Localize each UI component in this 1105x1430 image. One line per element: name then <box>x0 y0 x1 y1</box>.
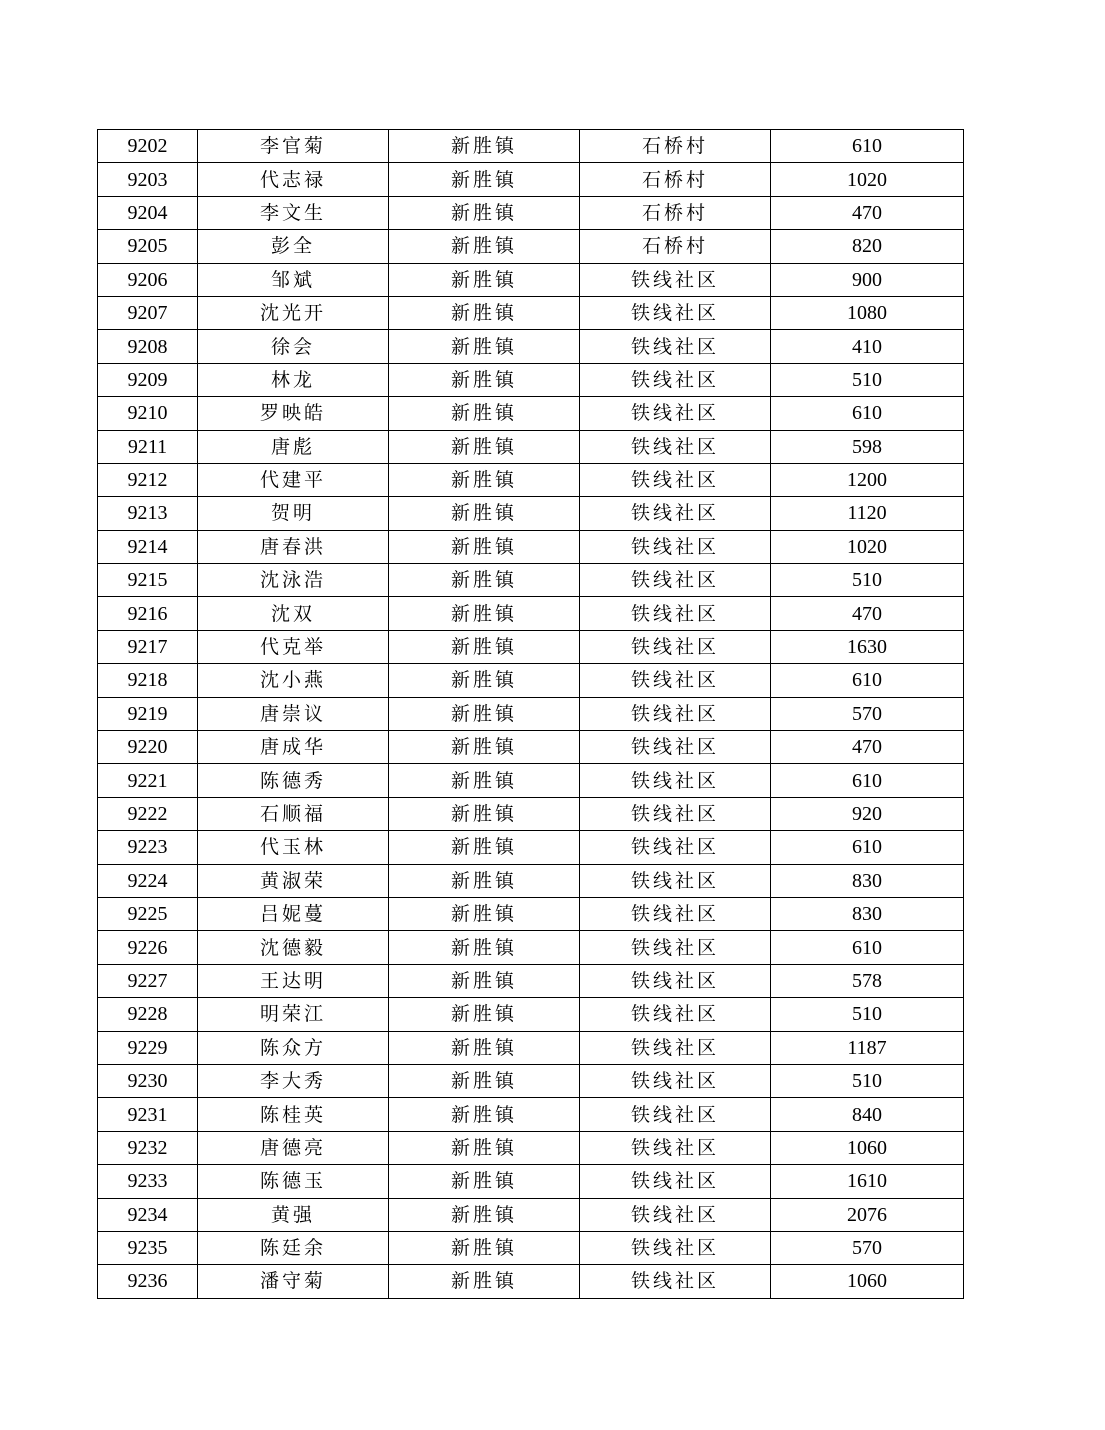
cell-name: 黄淑荣 <box>198 864 389 897</box>
cell-town: 新胜镇 <box>389 831 580 864</box>
cell-village: 铁线社区 <box>580 864 771 897</box>
cell-town: 新胜镇 <box>389 163 580 196</box>
cell-amount: 1080 <box>771 296 964 329</box>
table-row <box>98 597 964 630</box>
cell-village: 铁线社区 <box>580 1165 771 1198</box>
cell-village: 铁线社区 <box>580 1131 771 1164</box>
table-row <box>98 1031 964 1064</box>
cell-village: 石桥村 <box>580 130 771 163</box>
cell-amount: 1020 <box>771 530 964 563</box>
cell-name: 陈众方 <box>198 1031 389 1064</box>
cell-town: 新胜镇 <box>389 1064 580 1097</box>
cell-id: 9213 <box>98 497 198 530</box>
cell-village: 铁线社区 <box>580 430 771 463</box>
cell-amount: 840 <box>771 1098 964 1131</box>
cell-name: 代玉林 <box>198 831 389 864</box>
cell-id: 9222 <box>98 797 198 830</box>
cell-amount: 598 <box>771 430 964 463</box>
cell-village: 铁线社区 <box>580 1031 771 1064</box>
cell-id: 9216 <box>98 597 198 630</box>
cell-amount: 610 <box>771 831 964 864</box>
cell-id: 9223 <box>98 831 198 864</box>
cell-name: 吕妮蔓 <box>198 897 389 930</box>
cell-name: 陈德秀 <box>198 764 389 797</box>
cell-name: 贺明 <box>198 497 389 530</box>
cell-village: 铁线社区 <box>580 1198 771 1231</box>
cell-village: 铁线社区 <box>580 897 771 930</box>
cell-village: 铁线社区 <box>580 530 771 563</box>
cell-name: 林龙 <box>198 363 389 396</box>
cell-amount: 610 <box>771 764 964 797</box>
cell-town: 新胜镇 <box>389 697 580 730</box>
cell-village: 铁线社区 <box>580 964 771 997</box>
cell-name: 罗映皓 <box>198 397 389 430</box>
cell-amount: 830 <box>771 897 964 930</box>
cell-id: 9207 <box>98 296 198 329</box>
cell-amount: 610 <box>771 130 964 163</box>
cell-village: 铁线社区 <box>580 1231 771 1264</box>
table-row <box>98 430 964 463</box>
cell-town: 新胜镇 <box>389 330 580 363</box>
cell-town: 新胜镇 <box>389 430 580 463</box>
cell-name: 潘守菊 <box>198 1265 389 1298</box>
cell-town: 新胜镇 <box>389 664 580 697</box>
table-row <box>98 230 964 263</box>
cell-village: 铁线社区 <box>580 296 771 329</box>
cell-town: 新胜镇 <box>389 130 580 163</box>
cell-amount: 510 <box>771 363 964 396</box>
table-row <box>98 1098 964 1131</box>
cell-id: 9212 <box>98 463 198 496</box>
cell-id: 9236 <box>98 1265 198 1298</box>
cell-id: 9204 <box>98 196 198 229</box>
cell-amount: 610 <box>771 664 964 697</box>
cell-name: 唐成华 <box>198 731 389 764</box>
cell-name: 沈小燕 <box>198 664 389 697</box>
cell-name: 代克举 <box>198 630 389 663</box>
table-row <box>98 1131 964 1164</box>
cell-town: 新胜镇 <box>389 1031 580 1064</box>
cell-id: 9205 <box>98 230 198 263</box>
cell-amount: 1120 <box>771 497 964 530</box>
cell-name: 陈德玉 <box>198 1165 389 1198</box>
cell-name: 王达明 <box>198 964 389 997</box>
cell-town: 新胜镇 <box>389 397 580 430</box>
cell-name: 唐崇议 <box>198 697 389 730</box>
cell-id: 9217 <box>98 630 198 663</box>
table-row <box>98 163 964 196</box>
cell-town: 新胜镇 <box>389 1165 580 1198</box>
table-row <box>98 697 964 730</box>
cell-village: 铁线社区 <box>580 330 771 363</box>
cell-id: 9211 <box>98 430 198 463</box>
table-row <box>98 130 964 163</box>
cell-name: 沈德毅 <box>198 931 389 964</box>
cell-amount: 610 <box>771 397 964 430</box>
cell-id: 9234 <box>98 1198 198 1231</box>
cell-town: 新胜镇 <box>389 296 580 329</box>
table-row <box>98 664 964 697</box>
table-row <box>98 1064 964 1097</box>
cell-amount: 610 <box>771 931 964 964</box>
cell-id: 9219 <box>98 697 198 730</box>
cell-village: 铁线社区 <box>580 998 771 1031</box>
cell-name: 石顺福 <box>198 797 389 830</box>
cell-village: 铁线社区 <box>580 931 771 964</box>
cell-amount: 470 <box>771 196 964 229</box>
table-row <box>98 263 964 296</box>
cell-id: 9231 <box>98 1098 198 1131</box>
cell-name: 李文生 <box>198 196 389 229</box>
cell-id: 9208 <box>98 330 198 363</box>
table-row <box>98 463 964 496</box>
cell-name: 陈廷余 <box>198 1231 389 1264</box>
cell-town: 新胜镇 <box>389 964 580 997</box>
cell-amount: 1187 <box>771 1031 964 1064</box>
cell-town: 新胜镇 <box>389 1231 580 1264</box>
cell-amount: 570 <box>771 697 964 730</box>
cell-village: 铁线社区 <box>580 597 771 630</box>
cell-town: 新胜镇 <box>389 931 580 964</box>
cell-village: 铁线社区 <box>580 463 771 496</box>
cell-id: 9228 <box>98 998 198 1031</box>
cell-id: 9232 <box>98 1131 198 1164</box>
cell-town: 新胜镇 <box>389 864 580 897</box>
cell-name: 邹斌 <box>198 263 389 296</box>
table-row <box>98 831 964 864</box>
cell-name: 代建平 <box>198 463 389 496</box>
cell-id: 9203 <box>98 163 198 196</box>
cell-id: 9214 <box>98 530 198 563</box>
cell-amount: 1060 <box>771 1131 964 1164</box>
cell-name: 沈双 <box>198 597 389 630</box>
table-row <box>98 864 964 897</box>
table-row <box>98 1165 964 1198</box>
cell-village: 铁线社区 <box>580 764 771 797</box>
table-row <box>98 931 964 964</box>
cell-amount: 900 <box>771 263 964 296</box>
table-row <box>98 530 964 563</box>
table-row <box>98 363 964 396</box>
cell-amount: 1610 <box>771 1165 964 1198</box>
cell-village: 铁线社区 <box>580 697 771 730</box>
cell-amount: 470 <box>771 731 964 764</box>
roster-table <box>97 129 964 1299</box>
cell-name: 徐会 <box>198 330 389 363</box>
cell-amount: 2076 <box>771 1198 964 1231</box>
cell-town: 新胜镇 <box>389 263 580 296</box>
table-row <box>98 897 964 930</box>
cell-id: 9210 <box>98 397 198 430</box>
cell-name: 唐德亮 <box>198 1131 389 1164</box>
cell-village: 铁线社区 <box>580 664 771 697</box>
cell-name: 李大秀 <box>198 1064 389 1097</box>
cell-id: 9235 <box>98 1231 198 1264</box>
cell-amount: 920 <box>771 797 964 830</box>
table-row <box>98 296 964 329</box>
cell-village: 铁线社区 <box>580 731 771 764</box>
cell-town: 新胜镇 <box>389 530 580 563</box>
cell-village: 铁线社区 <box>580 1064 771 1097</box>
cell-amount: 470 <box>771 597 964 630</box>
cell-village: 铁线社区 <box>580 363 771 396</box>
cell-town: 新胜镇 <box>389 463 580 496</box>
cell-amount: 820 <box>771 230 964 263</box>
cell-town: 新胜镇 <box>389 1198 580 1231</box>
table-row <box>98 630 964 663</box>
cell-town: 新胜镇 <box>389 196 580 229</box>
cell-town: 新胜镇 <box>389 1265 580 1298</box>
cell-town: 新胜镇 <box>389 597 580 630</box>
cell-village: 铁线社区 <box>580 263 771 296</box>
cell-name: 陈桂英 <box>198 1098 389 1131</box>
cell-village: 铁线社区 <box>580 831 771 864</box>
cell-name: 明荣江 <box>198 998 389 1031</box>
cell-town: 新胜镇 <box>389 1131 580 1164</box>
cell-amount: 410 <box>771 330 964 363</box>
table-row <box>98 1231 964 1264</box>
cell-name: 李官菊 <box>198 130 389 163</box>
cell-town: 新胜镇 <box>389 797 580 830</box>
roster-table-body <box>98 130 964 1299</box>
cell-amount: 578 <box>771 964 964 997</box>
cell-name: 唐彪 <box>198 430 389 463</box>
table-row <box>98 731 964 764</box>
cell-name: 彭全 <box>198 230 389 263</box>
cell-town: 新胜镇 <box>389 363 580 396</box>
cell-id: 9221 <box>98 764 198 797</box>
cell-id: 9224 <box>98 864 198 897</box>
cell-amount: 1060 <box>771 1265 964 1298</box>
cell-amount: 1630 <box>771 630 964 663</box>
cell-town: 新胜镇 <box>389 497 580 530</box>
cell-village: 铁线社区 <box>580 1098 771 1131</box>
cell-town: 新胜镇 <box>389 731 580 764</box>
cell-id: 9225 <box>98 897 198 930</box>
table-row <box>98 497 964 530</box>
table-row <box>98 330 964 363</box>
cell-id: 9202 <box>98 130 198 163</box>
cell-id: 9218 <box>98 664 198 697</box>
cell-id: 9230 <box>98 1064 198 1097</box>
cell-name: 唐春洪 <box>198 530 389 563</box>
cell-id: 9233 <box>98 1165 198 1198</box>
cell-town: 新胜镇 <box>389 1098 580 1131</box>
cell-town: 新胜镇 <box>389 764 580 797</box>
cell-amount: 1200 <box>771 463 964 496</box>
cell-village: 铁线社区 <box>580 1265 771 1298</box>
cell-town: 新胜镇 <box>389 998 580 1031</box>
table-row <box>98 564 964 597</box>
cell-village: 石桥村 <box>580 163 771 196</box>
cell-village: 铁线社区 <box>580 564 771 597</box>
cell-id: 9226 <box>98 931 198 964</box>
cell-name: 代志禄 <box>198 163 389 196</box>
cell-amount: 510 <box>771 1064 964 1097</box>
cell-id: 9229 <box>98 1031 198 1064</box>
table-row <box>98 397 964 430</box>
cell-name: 黄强 <box>198 1198 389 1231</box>
table-row <box>98 1198 964 1231</box>
table-row <box>98 1265 964 1298</box>
cell-amount: 830 <box>771 864 964 897</box>
cell-name: 沈光开 <box>198 296 389 329</box>
cell-village: 铁线社区 <box>580 397 771 430</box>
cell-village: 石桥村 <box>580 196 771 229</box>
cell-town: 新胜镇 <box>389 897 580 930</box>
cell-town: 新胜镇 <box>389 630 580 663</box>
cell-town: 新胜镇 <box>389 564 580 597</box>
cell-id: 9227 <box>98 964 198 997</box>
cell-village: 铁线社区 <box>580 497 771 530</box>
cell-amount: 570 <box>771 1231 964 1264</box>
table-row <box>98 998 964 1031</box>
cell-id: 9220 <box>98 731 198 764</box>
cell-amount: 510 <box>771 998 964 1031</box>
cell-village: 石桥村 <box>580 230 771 263</box>
cell-id: 9209 <box>98 363 198 396</box>
cell-name: 沈泳浩 <box>198 564 389 597</box>
table-row <box>98 964 964 997</box>
table-row <box>98 196 964 229</box>
cell-id: 9206 <box>98 263 198 296</box>
cell-town: 新胜镇 <box>389 230 580 263</box>
table-row <box>98 797 964 830</box>
cell-id: 9215 <box>98 564 198 597</box>
cell-village: 铁线社区 <box>580 797 771 830</box>
table-row <box>98 764 964 797</box>
cell-amount: 1020 <box>771 163 964 196</box>
cell-village: 铁线社区 <box>580 630 771 663</box>
cell-amount: 510 <box>771 564 964 597</box>
